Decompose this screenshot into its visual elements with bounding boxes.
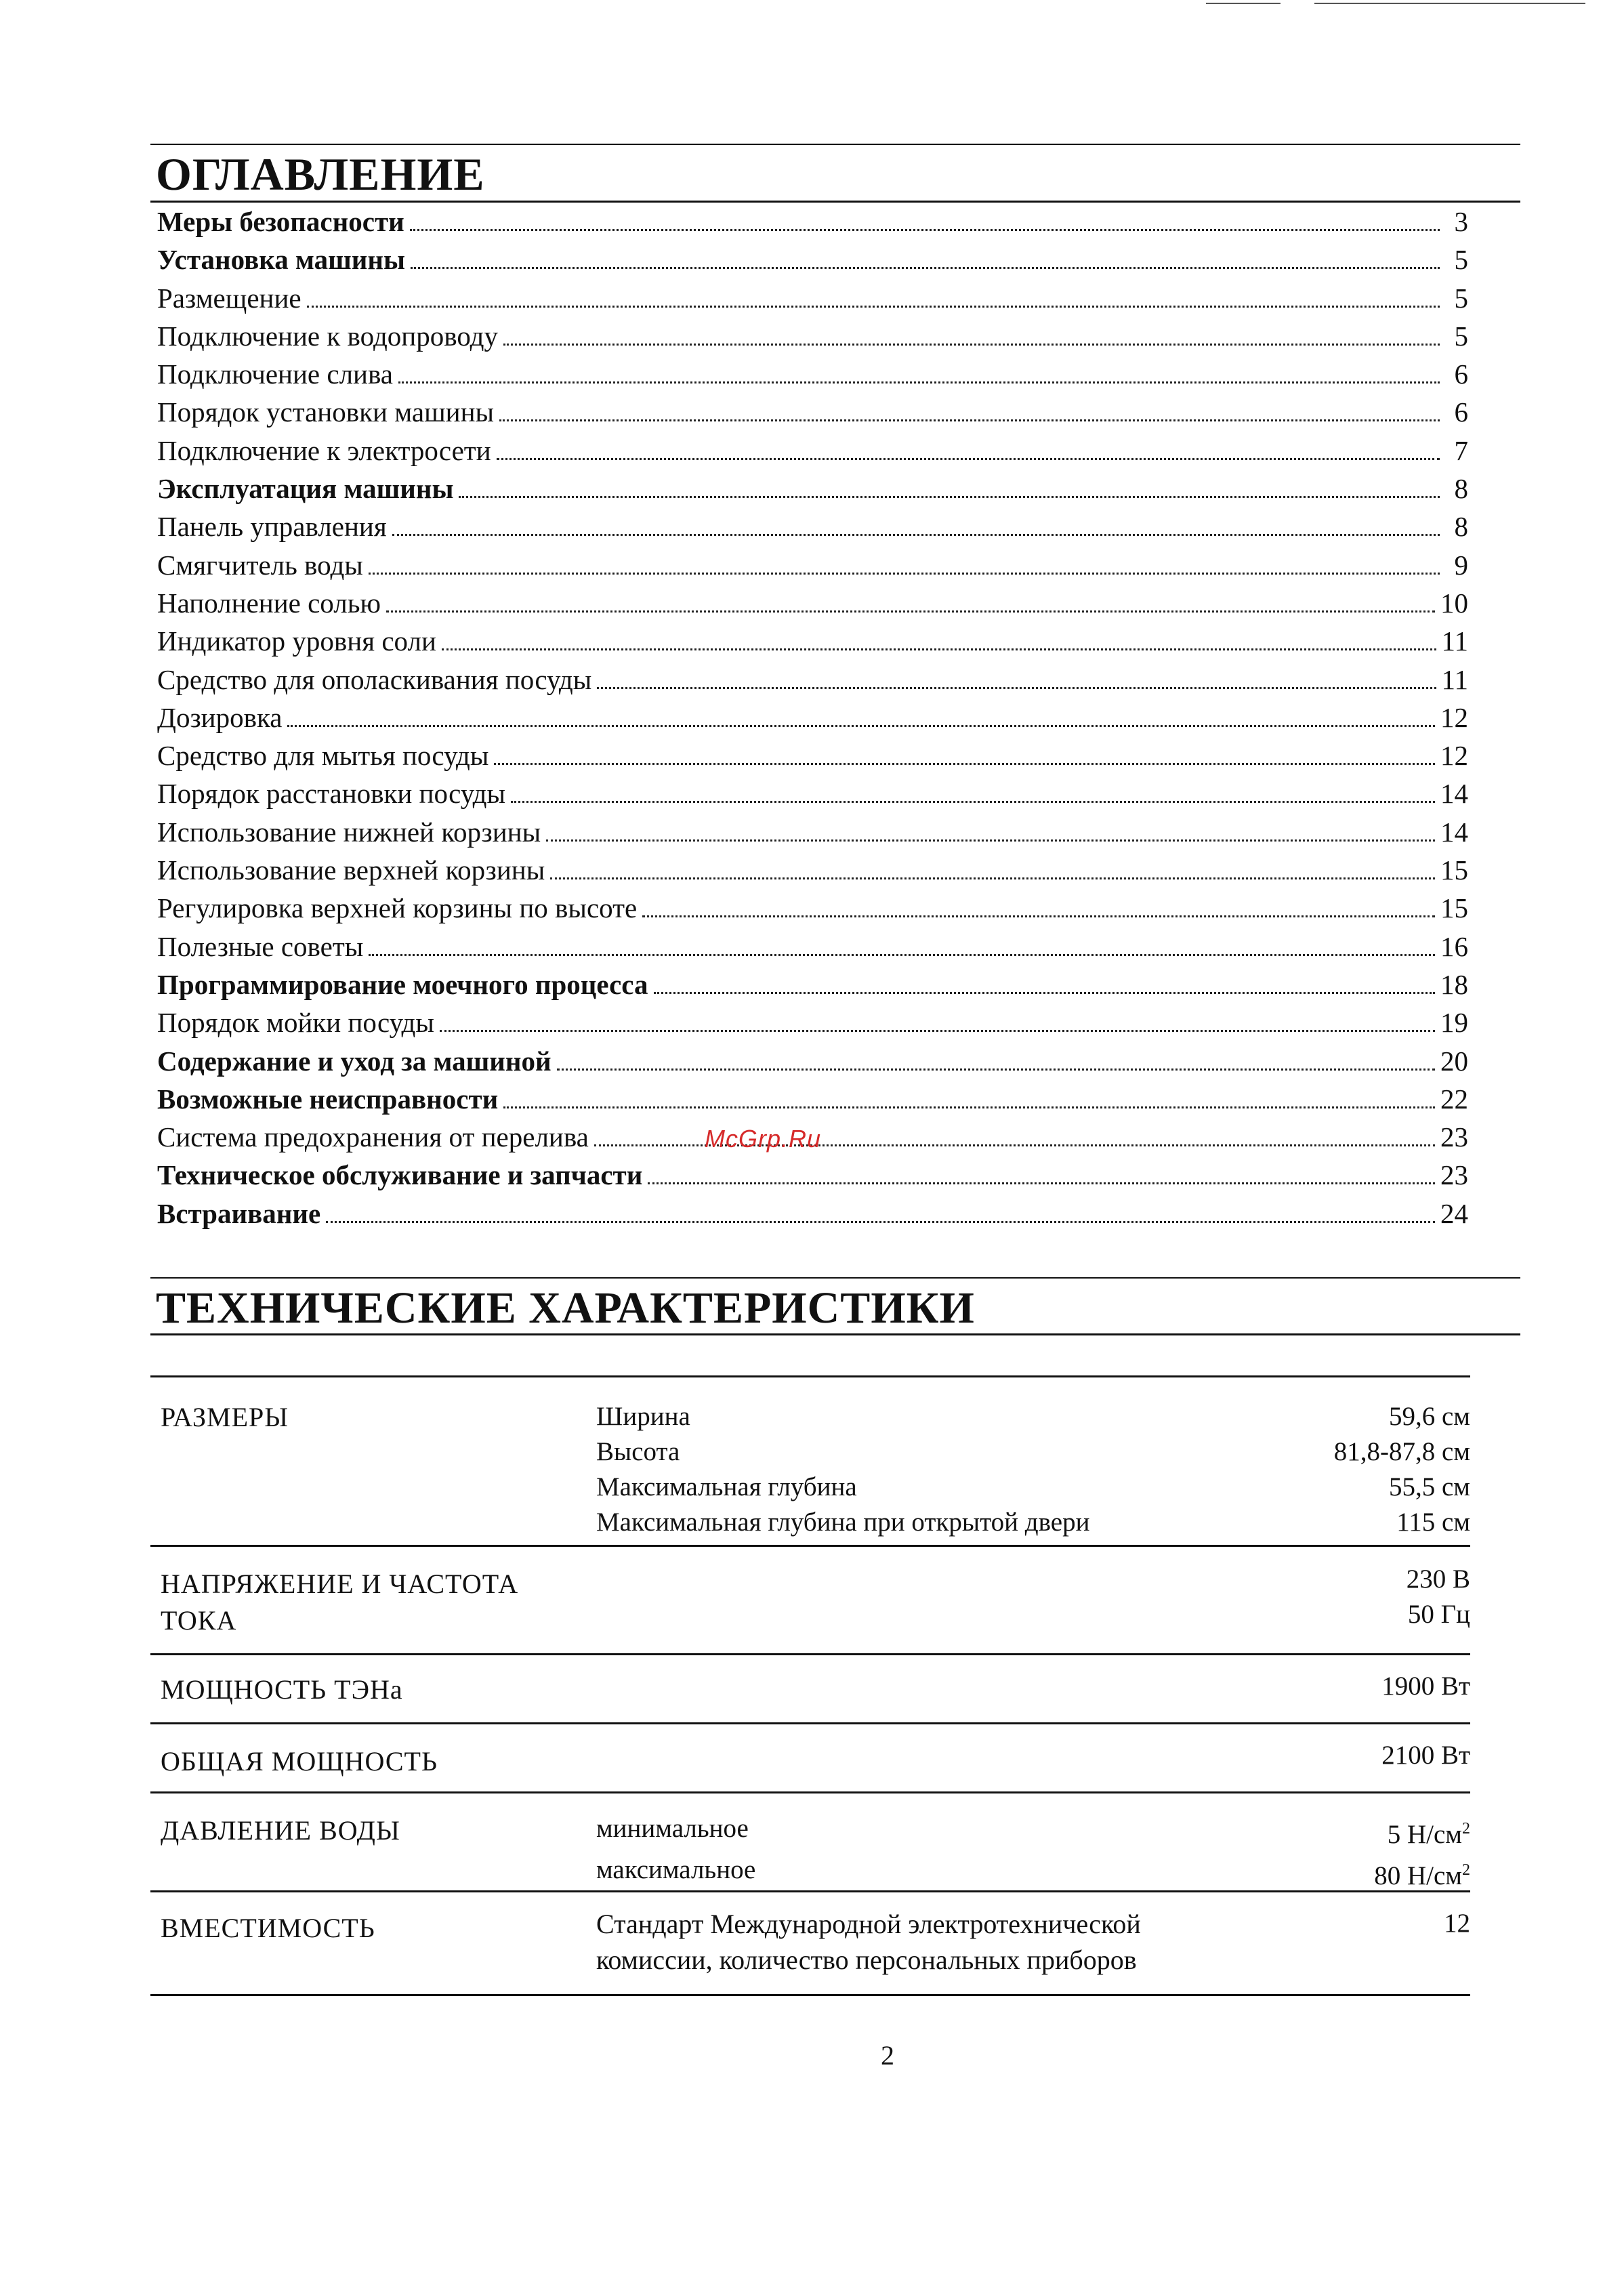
toc-item-title: Использование верхней корзины <box>157 854 545 886</box>
toc-dot-leader <box>440 1030 1435 1032</box>
spec-row <box>596 1669 1470 1704</box>
toc-item-page: 14 <box>1440 778 1468 810</box>
specs-heading-rule <box>150 1333 1520 1335</box>
toc-item-page: 5 <box>1454 282 1468 314</box>
specs-heading: ТЕХНИЧЕСКИЕ ХАРАКТЕРИСТИКИ <box>156 1283 975 1333</box>
toc-item-page: 3 <box>1454 206 1468 237</box>
toc-dot-leader <box>499 419 1440 421</box>
spec-value: 230 В <box>1406 1564 1470 1594</box>
spec-label: РАЗМЕРЫ <box>161 1402 289 1432</box>
scan-artifact <box>1314 3 1585 4</box>
toc-dot-leader <box>497 458 1440 460</box>
spec-heater-power <box>150 1653 1470 1722</box>
spec-rows <box>596 1377 1470 1540</box>
spec-description: Стандарт Международной электротехнической комиссии, количество персональных приборов <box>596 1909 1141 1975</box>
toc-dot-leader <box>307 306 1440 308</box>
toc-item <box>157 625 1468 663</box>
spec-value: 115 см <box>1396 1508 1470 1537</box>
toc-item-title: Возможные неисправности <box>157 1083 499 1115</box>
toc-dot-leader <box>546 839 1435 842</box>
toc-dot-leader <box>287 725 1435 727</box>
toc-item <box>157 549 1468 587</box>
toc-dot-leader <box>494 763 1435 765</box>
toc-item-page: 9 <box>1454 549 1468 581</box>
spec-value: 1900 Вт <box>1381 1672 1470 1701</box>
watermark: McGrp.Ru <box>705 1125 822 1153</box>
toc-dot-leader <box>392 534 1440 536</box>
toc-item-title: Подключение к электросети <box>157 434 491 466</box>
toc-dot-leader <box>398 381 1440 383</box>
toc-item-title: Установка машины <box>157 244 406 276</box>
toc-item-title: Дозировка <box>157 701 283 733</box>
toc-item <box>157 358 1468 396</box>
specs-table <box>150 1375 1470 1996</box>
toc-item <box>157 663 1468 701</box>
toc-item <box>157 701 1468 739</box>
spec-name: минимальное <box>596 1814 749 1843</box>
toc-dot-leader <box>557 1069 1435 1071</box>
toc-item <box>157 1159 1468 1197</box>
toc-dot-leader <box>369 954 1435 956</box>
spec-unit-exponent: 2 <box>1462 1861 1470 1879</box>
toc-item-title: Система предохранения от перелива <box>157 1121 589 1153</box>
toc-item-title: Техническое обслуживание и запчасти <box>157 1159 643 1191</box>
toc-dot-leader <box>503 1106 1435 1108</box>
spec-row <box>596 1434 1470 1470</box>
toc-item-title: Порядок установки машины <box>157 396 495 428</box>
toc-dot-leader <box>550 877 1435 879</box>
toc-item-title: Наполнение солью <box>157 587 381 619</box>
toc-item-title: Средство для мытья посуды <box>157 740 489 772</box>
toc-item <box>157 1083 1468 1121</box>
toc-top-rule <box>150 144 1520 145</box>
toc-item-page: 23 <box>1440 1121 1468 1153</box>
toc-item <box>157 587 1468 625</box>
spec-row <box>596 1906 1470 1978</box>
toc-item <box>157 892 1468 930</box>
toc-item-title: Средство для ополаскивания посуды <box>157 663 592 695</box>
spec-unit: Н/см <box>1407 1820 1462 1849</box>
toc-list <box>157 205 1468 1235</box>
toc-item-title: Порядок расстановки посуды <box>157 778 506 810</box>
toc-item-page: 7 <box>1454 434 1468 466</box>
toc-item-page: 24 <box>1440 1197 1468 1229</box>
spec-name: Максимальная глубина при открытой двери <box>596 1508 1090 1537</box>
toc-item-title: Регулировка верхней корзины по высоте <box>157 892 638 924</box>
toc-item-page: 18 <box>1440 968 1468 1000</box>
toc-item-title: Встраивание <box>157 1197 321 1229</box>
toc-item-title: Меры безопасности <box>157 206 404 237</box>
toc-item-page: 11 <box>1441 625 1468 657</box>
spec-rows <box>596 1724 1470 1773</box>
toc-heading-rule <box>150 201 1520 203</box>
spec-label: ВМЕСТИМОСТЬ <box>161 1913 375 1943</box>
toc-item <box>157 777 1468 815</box>
spec-row <box>596 1470 1470 1505</box>
specs-top-rule <box>150 1277 1520 1279</box>
spec-name: Максимальная глубина <box>596 1472 857 1501</box>
toc-item-page: 22 <box>1440 1083 1468 1115</box>
toc-item-title: Использование нижней корзины <box>157 816 541 848</box>
toc-dot-leader <box>511 801 1435 803</box>
toc-item-page: 10 <box>1440 587 1468 619</box>
toc-dot-leader <box>442 648 1436 650</box>
spec-value: 12 <box>1444 1909 1470 1938</box>
toc-item-page: 12 <box>1440 701 1468 733</box>
spec-value: 81,8-87,8 см <box>1333 1437 1470 1466</box>
toc-item <box>157 243 1468 281</box>
toc-item-page: 19 <box>1440 1007 1468 1039</box>
toc-item <box>157 472 1468 510</box>
spec-row <box>596 1738 1470 1773</box>
spec-label: НАПРЯЖЕНИЕ И ЧАСТОТА ТОКА <box>161 1569 519 1636</box>
spec-row <box>596 1562 1470 1597</box>
toc-dot-leader <box>410 229 1440 231</box>
spec-name: максимальное <box>596 1855 756 1884</box>
spec-dimensions <box>150 1375 1470 1545</box>
spec-row <box>596 1852 1470 1894</box>
spec-voltage <box>150 1545 1470 1653</box>
toc-heading: ОГЛАВЛЕНИЕ <box>156 148 485 200</box>
toc-dot-leader <box>369 573 1440 575</box>
spec-label: МОЩНОСТЬ ТЭНа <box>161 1674 403 1705</box>
toc-item-title: Полезные советы <box>157 930 364 962</box>
toc-item <box>157 1045 1468 1083</box>
toc-item-page: 5 <box>1454 320 1468 352</box>
toc-item-page: 15 <box>1440 892 1468 924</box>
toc-item <box>157 816 1468 854</box>
toc-dot-leader <box>654 992 1435 994</box>
toc-dot-leader <box>597 687 1436 689</box>
spec-value: 2100 Вт <box>1381 1741 1470 1770</box>
toc-item-title: Подключение слива <box>157 358 393 390</box>
page-number: 2 <box>881 2040 894 2071</box>
toc-item-page: 15 <box>1440 854 1468 886</box>
spec-row <box>596 1505 1470 1540</box>
toc-item-title: Размещение <box>157 282 301 314</box>
toc-item-page: 20 <box>1440 1045 1468 1077</box>
toc-dot-leader <box>386 610 1435 613</box>
toc-item <box>157 434 1468 472</box>
toc-item <box>157 1006 1468 1044</box>
spec-water-pressure <box>150 1791 1470 1890</box>
toc-item <box>157 510 1468 548</box>
toc-item-page: 16 <box>1440 930 1468 962</box>
toc-item-title: Индикатор уровня соли <box>157 625 436 657</box>
spec-value: 50 Гц <box>1407 1600 1470 1629</box>
spec-value <box>1374 1852 1470 1894</box>
spec-number: 5 <box>1387 1820 1401 1849</box>
toc-item-page: 12 <box>1440 740 1468 772</box>
toc-dot-leader <box>459 496 1440 498</box>
toc-dot-leader <box>411 267 1440 269</box>
toc-item-page: 5 <box>1454 244 1468 276</box>
toc-item <box>157 282 1468 320</box>
spec-name: Высота <box>596 1437 680 1466</box>
toc-item <box>157 739 1468 777</box>
spec-value: 55,5 см <box>1389 1472 1470 1501</box>
toc-dot-leader <box>326 1221 1435 1223</box>
spec-number: 80 <box>1374 1861 1401 1890</box>
toc-item-title: Эксплуатация машины <box>157 473 454 505</box>
spec-total-power <box>150 1722 1470 1791</box>
toc-item-title: Порядок мойки посуды <box>157 1007 434 1039</box>
toc-item <box>157 320 1468 358</box>
spec-value <box>1388 1811 1470 1852</box>
spec-unit-exponent: 2 <box>1462 1820 1470 1838</box>
spec-label: ОБЩАЯ МОЩНОСТЬ <box>161 1746 438 1777</box>
spec-rows <box>596 1892 1470 1978</box>
toc-item-page: 23 <box>1440 1159 1468 1191</box>
toc-item-title: Подключение к водопроводу <box>157 320 499 352</box>
toc-dot-leader <box>648 1182 1435 1184</box>
toc-item-page: 6 <box>1454 358 1468 390</box>
toc-item-page: 14 <box>1440 816 1468 848</box>
toc-item <box>157 930 1468 968</box>
spec-row <box>596 1811 1470 1852</box>
toc-item <box>157 854 1468 892</box>
spec-label: ДАВЛЕНИЕ ВОДЫ <box>161 1815 400 1846</box>
spec-name: Ширина <box>596 1402 690 1431</box>
spec-rows <box>596 1547 1470 1632</box>
toc-item-page: 11 <box>1441 663 1468 695</box>
spec-row <box>596 1399 1470 1434</box>
spec-rows <box>596 1655 1470 1704</box>
spec-unit: Н/см <box>1407 1861 1462 1890</box>
toc-item-page: 8 <box>1454 473 1468 505</box>
toc-item-title: Панель управления <box>157 511 387 543</box>
toc-item <box>157 396 1468 434</box>
spec-capacity <box>150 1890 1470 1996</box>
toc-item-title: Смягчитель воды <box>157 549 363 581</box>
toc-item-title: Содержание и уход за машиной <box>157 1045 551 1077</box>
toc-item-title: Программирование моечного процесса <box>157 968 648 1000</box>
toc-item <box>157 968 1468 1006</box>
spec-rows <box>596 1793 1470 1894</box>
spec-value: 59,6 см <box>1389 1402 1470 1431</box>
toc-item <box>157 205 1468 243</box>
spec-row <box>596 1597 1470 1632</box>
toc-dot-leader <box>642 915 1435 917</box>
scan-artifact <box>1206 3 1281 4</box>
toc-dot-leader <box>503 344 1440 346</box>
toc-item-page: 6 <box>1454 396 1468 428</box>
toc-item <box>157 1197 1468 1235</box>
toc-item-page: 8 <box>1454 511 1468 543</box>
